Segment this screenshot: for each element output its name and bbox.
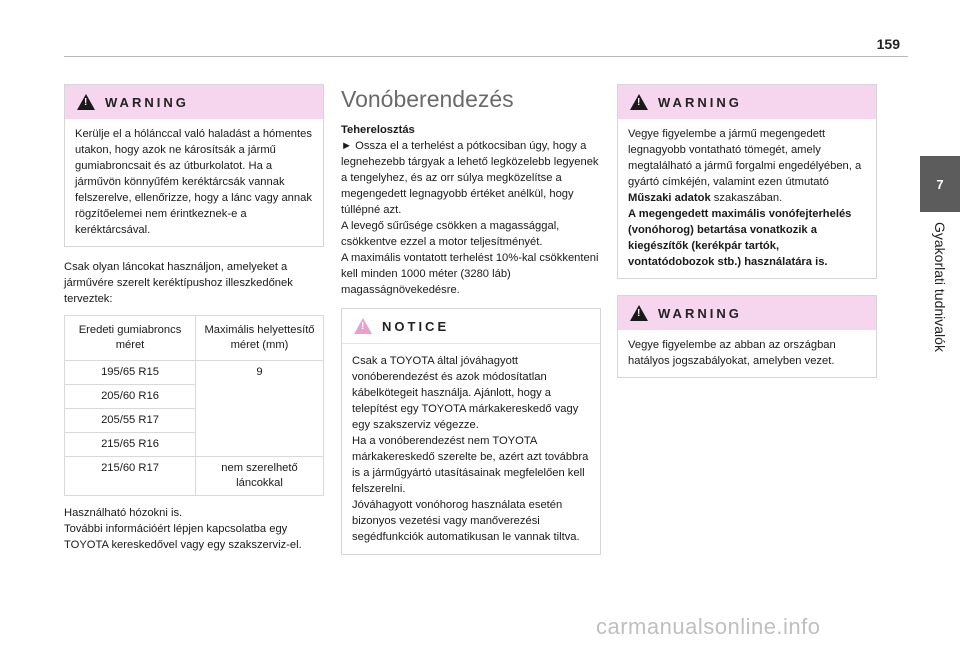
- notice-box: [341, 308, 601, 555]
- chapter-label-area: [920, 222, 960, 382]
- column-1: [64, 84, 324, 553]
- table-cell: nem szerelhető láncokkal: [196, 457, 324, 496]
- warning-text-bold: A megengedett maximális vonófejterhelés (vonóhorog) betartása vonatkozik a kiegészítők (kerékpár tartók, vontatódobozok stb.) használatára is.: [628, 208, 852, 268]
- column-2: [341, 84, 601, 555]
- page-number: 159: [876, 36, 900, 52]
- paragraph-2: A levegő sűrűsége csökken a magassággal, csökkentve ezzel a motor teljesítményét.: [341, 220, 560, 248]
- warning-box: [64, 84, 324, 247]
- paragraph-1: ► Ossza el a terhelést a pótkocsiban úgy, hogy a legnehezebb tárgyak a lehető legközelebb legyenek a tengelyhez, és az orr súlya megközelítse a megengedett legnagyobb értéket anélkül, hogy túllépné azt.: [341, 140, 599, 216]
- warning-text: Vegye figyelembe a jármű megengedett legnagyobb vontatható tömegét, amely megtalálható a jármű forgalmi engedélyében, a gyártó címkéjén, valamint ezen útmutató Műszaki adatok szakaszában.: [628, 128, 862, 204]
- warning-box-law: [617, 295, 877, 378]
- footer-line-2: További információért lépjen kapcsolatba egy TOYOTA kereskedővel vagy egy szakszerviz-el.: [64, 523, 302, 551]
- table-header-row: [65, 316, 324, 361]
- watermark: carmanualsonline.info: [596, 614, 821, 639]
- notice-header: [342, 309, 600, 344]
- top-divider: [64, 56, 908, 57]
- warning-text: Kerülje el a hólánccal való haladást a hómentes utakon, hogy azok ne károsítsák a jármű gumiabroncsait és az útburkolatot. Ha a járművön könnyűfém keréktárcsák vannak felszerelve, ellenőrizze, hogy a lánc vagy annak rögzítőelemei nem érintkeznek-e a keréktárcsával.: [75, 128, 312, 236]
- table-row: [65, 361, 324, 385]
- table-cell: 215/65 R16: [65, 433, 196, 457]
- footer-line-1: Használható hózokni is.: [64, 507, 183, 519]
- table-cell: 9: [196, 361, 324, 457]
- table-header-cell: Eredeti gumiabroncs méret: [65, 316, 196, 361]
- warning-header: [618, 296, 876, 330]
- warning-title: WARNING: [105, 94, 189, 110]
- chapter-tab[interactable]: [920, 156, 960, 212]
- chapter-label: Gyakorlati tudnivalók: [932, 222, 948, 352]
- notice-text-3: Jóváhagyott vonóhorog használata esetén bizonyos vezetési vagy manőverezési segédfunkciók automatikusan le vannak tiltva.: [352, 499, 580, 543]
- table-cell: 215/60 R17: [65, 457, 196, 496]
- table-cell: 205/60 R16: [65, 385, 196, 409]
- column-3: [617, 84, 877, 378]
- warning-title: WARNING: [658, 305, 742, 321]
- notice-icon: [354, 318, 372, 334]
- warning-text: Vegye figyelembe az abban az országban hatályos jogszabályokat, amelyben vezet.: [628, 339, 836, 367]
- sub-heading: Teherelosztás: [341, 124, 415, 136]
- paragraph-3: A maximális vontatott terhelést 10%-kal csökkenteni kell minden 1000 méter (3280 láb) magasságnövekedésre.: [341, 252, 599, 296]
- chains-intro: Csak olyan láncokat használjon, amelyeket a járművére szerelt keréktípushoz illeszkedőnek terveztek:: [64, 261, 293, 305]
- warning-icon: [77, 94, 95, 110]
- warning-icon: [630, 94, 648, 110]
- chapter-number: 7: [936, 176, 944, 192]
- notice-title: NOTICE: [382, 318, 450, 334]
- table-row: [65, 457, 324, 496]
- warning-header: [65, 85, 323, 119]
- notice-text-2: Ha a vonóberendezést nem TOYOTA márkakereskedő szerelte be, azért azt továbbra is a járműgyártó utasításainak megfelelően kell felszerelni.: [352, 435, 589, 495]
- warning-header: [618, 85, 876, 119]
- tire-size-table: [64, 315, 324, 496]
- table-cell: 205/55 R17: [65, 409, 196, 433]
- table-cell: 195/65 R15: [65, 361, 196, 385]
- warning-icon: [630, 305, 648, 321]
- section-heading: Vonóberendezés: [341, 86, 514, 112]
- warning-box-towing: [617, 84, 877, 279]
- notice-text-1: Csak a TOYOTA által jóváhagyott vonóberendezést és azok módosítatlan kábelkötegeit használja. Ajánlott, hogy a telepítést egy TOYOTA márkakereskedő vagy egy szakszerviz végezze.: [352, 355, 579, 431]
- warning-title: WARNING: [658, 94, 742, 110]
- table-header-cell: Maximális helyettesítő méret (mm): [196, 316, 324, 361]
